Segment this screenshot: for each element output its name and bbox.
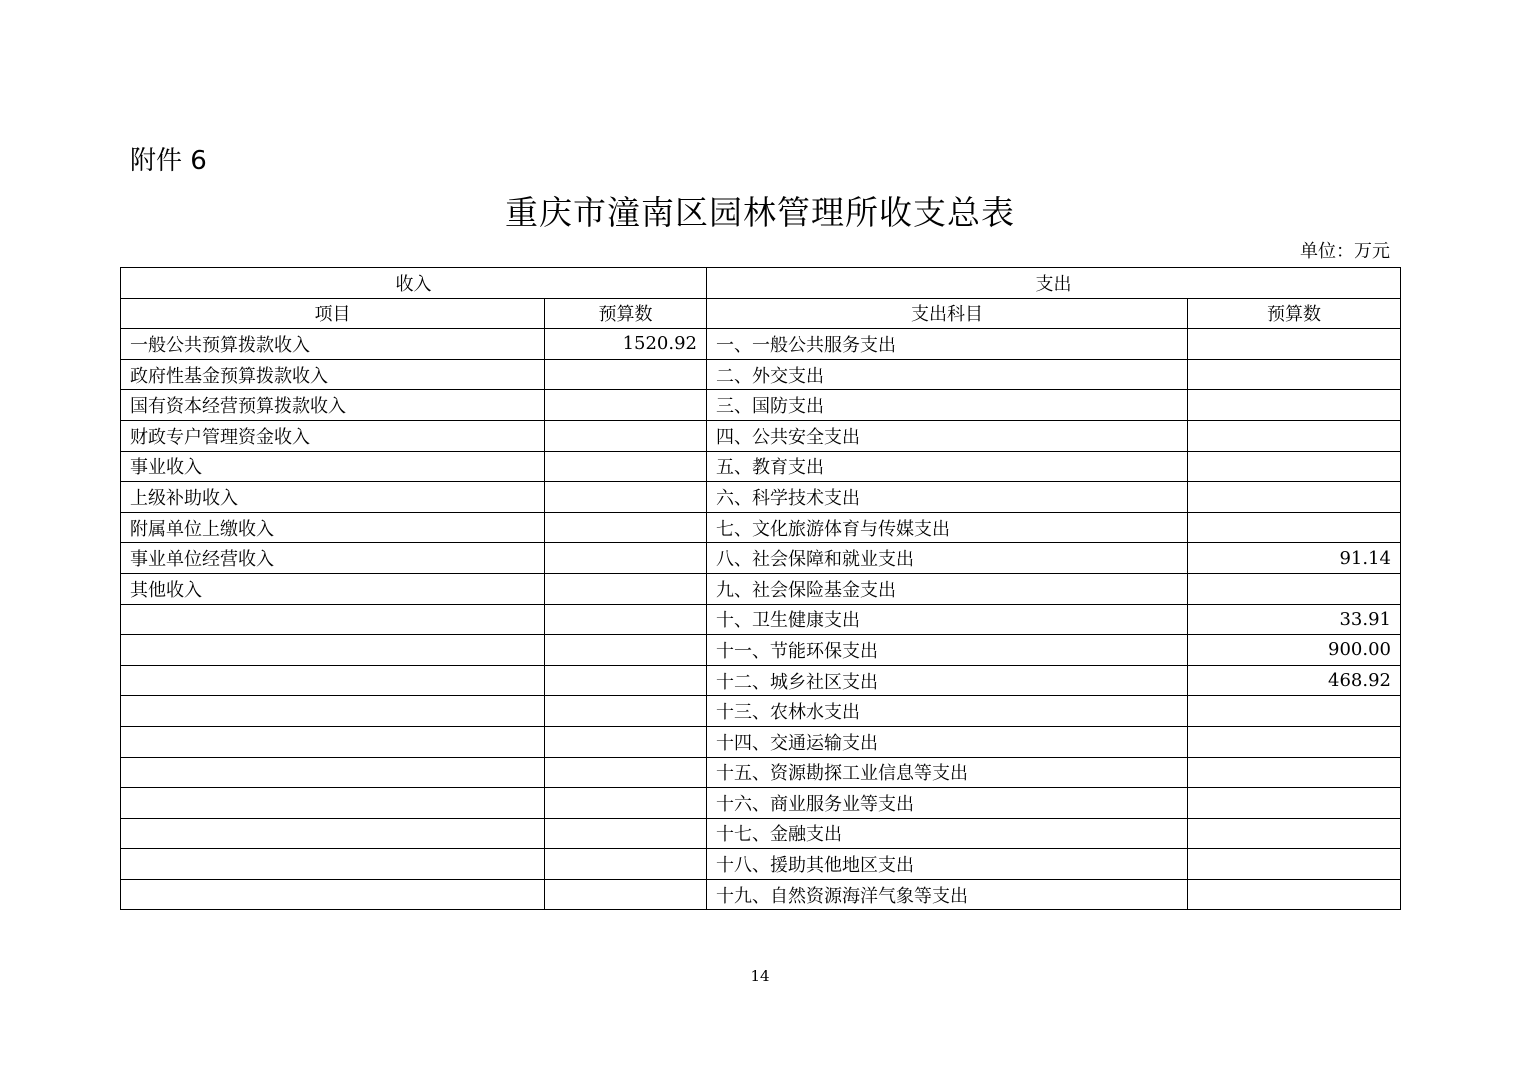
col-header-income-budget: 预算数 bbox=[545, 298, 707, 329]
expense-budget-cell bbox=[1188, 329, 1401, 360]
income-expense-table bbox=[120, 267, 1401, 910]
attachment-label: 附件 6 bbox=[130, 146, 207, 176]
income-item-cell bbox=[121, 879, 545, 910]
expense-item-cell: 十五、资源勘探工业信息等支出 bbox=[707, 757, 1188, 788]
col-header-income-item: 项目 bbox=[121, 298, 545, 329]
income-item-cell bbox=[121, 849, 545, 880]
table-row bbox=[121, 788, 1401, 819]
expense-budget-cell bbox=[1188, 849, 1401, 880]
income-budget-cell bbox=[545, 359, 707, 390]
col-header-expense-budget: 预算数 bbox=[1188, 298, 1401, 329]
expense-item-cell: 五、教育支出 bbox=[707, 451, 1188, 482]
income-budget-cell bbox=[545, 849, 707, 880]
expense-item-cell: 十九、自然资源海洋气象等支出 bbox=[707, 879, 1188, 910]
income-budget-cell bbox=[545, 696, 707, 727]
col-header-expense-item: 支出科目 bbox=[707, 298, 1188, 329]
income-budget-cell bbox=[545, 420, 707, 451]
expense-budget-cell bbox=[1188, 818, 1401, 849]
table-row bbox=[121, 818, 1401, 849]
income-item-cell: 国有资本经营预算拨款收入 bbox=[121, 390, 545, 421]
expense-group-header: 支出 bbox=[707, 268, 1401, 299]
expense-budget-cell: 468.92 bbox=[1188, 665, 1401, 696]
page-title: 重庆市潼南区园林管理所收支总表 bbox=[505, 193, 1015, 232]
expense-item-cell: 十三、农林水支出 bbox=[707, 696, 1188, 727]
income-item-cell: 附属单位上缴收入 bbox=[121, 512, 545, 543]
expense-budget-cell bbox=[1188, 420, 1401, 451]
income-budget-cell bbox=[545, 635, 707, 666]
expense-item-cell: 三、国防支出 bbox=[707, 390, 1188, 421]
table-row bbox=[121, 543, 1401, 574]
expense-item-cell: 十四、交通运输支出 bbox=[707, 726, 1188, 757]
income-budget-cell bbox=[545, 665, 707, 696]
table-row bbox=[121, 390, 1401, 421]
unit-label: 单位：万元 bbox=[1300, 241, 1390, 262]
table-row bbox=[121, 849, 1401, 880]
table-row bbox=[121, 879, 1401, 910]
income-item-cell: 事业单位经营收入 bbox=[121, 543, 545, 574]
group-header-row bbox=[121, 268, 1401, 299]
expense-item-cell: 十七、金融支出 bbox=[707, 818, 1188, 849]
expense-budget-cell bbox=[1188, 788, 1401, 819]
expense-budget-cell bbox=[1188, 757, 1401, 788]
expense-item-cell: 十、卫生健康支出 bbox=[707, 604, 1188, 635]
table-row bbox=[121, 512, 1401, 543]
income-item-cell bbox=[121, 818, 545, 849]
table-row bbox=[121, 573, 1401, 604]
income-budget-cell bbox=[545, 879, 707, 910]
expense-item-cell: 二、外交支出 bbox=[707, 359, 1188, 390]
expense-item-cell: 十一、节能环保支出 bbox=[707, 635, 1188, 666]
expense-item-cell: 十二、城乡社区支出 bbox=[707, 665, 1188, 696]
income-item-cell: 政府性基金预算拨款收入 bbox=[121, 359, 545, 390]
income-budget-cell bbox=[545, 573, 707, 604]
income-budget-cell bbox=[545, 512, 707, 543]
expense-budget-cell: 33.91 bbox=[1188, 604, 1401, 635]
expense-budget-cell bbox=[1188, 573, 1401, 604]
table-row bbox=[121, 329, 1401, 360]
expense-budget-cell bbox=[1188, 726, 1401, 757]
expense-budget-cell: 91.14 bbox=[1188, 543, 1401, 574]
expense-item-cell: 十八、援助其他地区支出 bbox=[707, 849, 1188, 880]
income-item-cell bbox=[121, 665, 545, 696]
column-header-row bbox=[121, 298, 1401, 329]
table-row bbox=[121, 420, 1401, 451]
expense-item-cell: 四、公共安全支出 bbox=[707, 420, 1188, 451]
income-item-cell: 上级补助收入 bbox=[121, 482, 545, 513]
income-budget-cell: 1520.92 bbox=[545, 329, 707, 360]
income-budget-cell bbox=[545, 390, 707, 421]
income-item-cell bbox=[121, 726, 545, 757]
table-row bbox=[121, 359, 1401, 390]
expense-budget-cell bbox=[1188, 879, 1401, 910]
income-item-cell: 一般公共预算拨款收入 bbox=[121, 329, 545, 360]
income-item-cell bbox=[121, 635, 545, 666]
table-row bbox=[121, 726, 1401, 757]
income-budget-cell bbox=[545, 818, 707, 849]
table-row bbox=[121, 451, 1401, 482]
expense-budget-cell bbox=[1188, 482, 1401, 513]
page-number: 14 bbox=[750, 967, 770, 985]
expense-item-cell: 八、社会保障和就业支出 bbox=[707, 543, 1188, 574]
expense-item-cell: 十六、商业服务业等支出 bbox=[707, 788, 1188, 819]
expense-item-cell: 七、文化旅游体育与传媒支出 bbox=[707, 512, 1188, 543]
expense-budget-cell: 900.00 bbox=[1188, 635, 1401, 666]
expense-budget-cell bbox=[1188, 512, 1401, 543]
expense-item-cell: 九、社会保险基金支出 bbox=[707, 573, 1188, 604]
income-item-cell: 财政专户管理资金收入 bbox=[121, 420, 545, 451]
income-item-cell: 其他收入 bbox=[121, 573, 545, 604]
income-item-cell bbox=[121, 604, 545, 635]
expense-item-cell: 六、科学技术支出 bbox=[707, 482, 1188, 513]
income-item-cell bbox=[121, 757, 545, 788]
income-budget-cell bbox=[545, 788, 707, 819]
income-budget-cell bbox=[545, 543, 707, 574]
expense-budget-cell bbox=[1188, 451, 1401, 482]
table-row bbox=[121, 604, 1401, 635]
income-item-cell bbox=[121, 788, 545, 819]
income-group-header: 收入 bbox=[121, 268, 707, 299]
expense-budget-cell bbox=[1188, 696, 1401, 727]
table-row bbox=[121, 665, 1401, 696]
table-row bbox=[121, 482, 1401, 513]
expense-budget-cell bbox=[1188, 390, 1401, 421]
table-row bbox=[121, 696, 1401, 727]
income-item-cell: 事业收入 bbox=[121, 451, 545, 482]
income-budget-cell bbox=[545, 726, 707, 757]
table-row bbox=[121, 757, 1401, 788]
income-budget-cell bbox=[545, 604, 707, 635]
table-row bbox=[121, 635, 1401, 666]
expense-budget-cell bbox=[1188, 359, 1401, 390]
income-budget-cell bbox=[545, 757, 707, 788]
income-item-cell bbox=[121, 696, 545, 727]
income-budget-cell bbox=[545, 482, 707, 513]
income-budget-cell bbox=[545, 451, 707, 482]
expense-item-cell: 一、一般公共服务支出 bbox=[707, 329, 1188, 360]
